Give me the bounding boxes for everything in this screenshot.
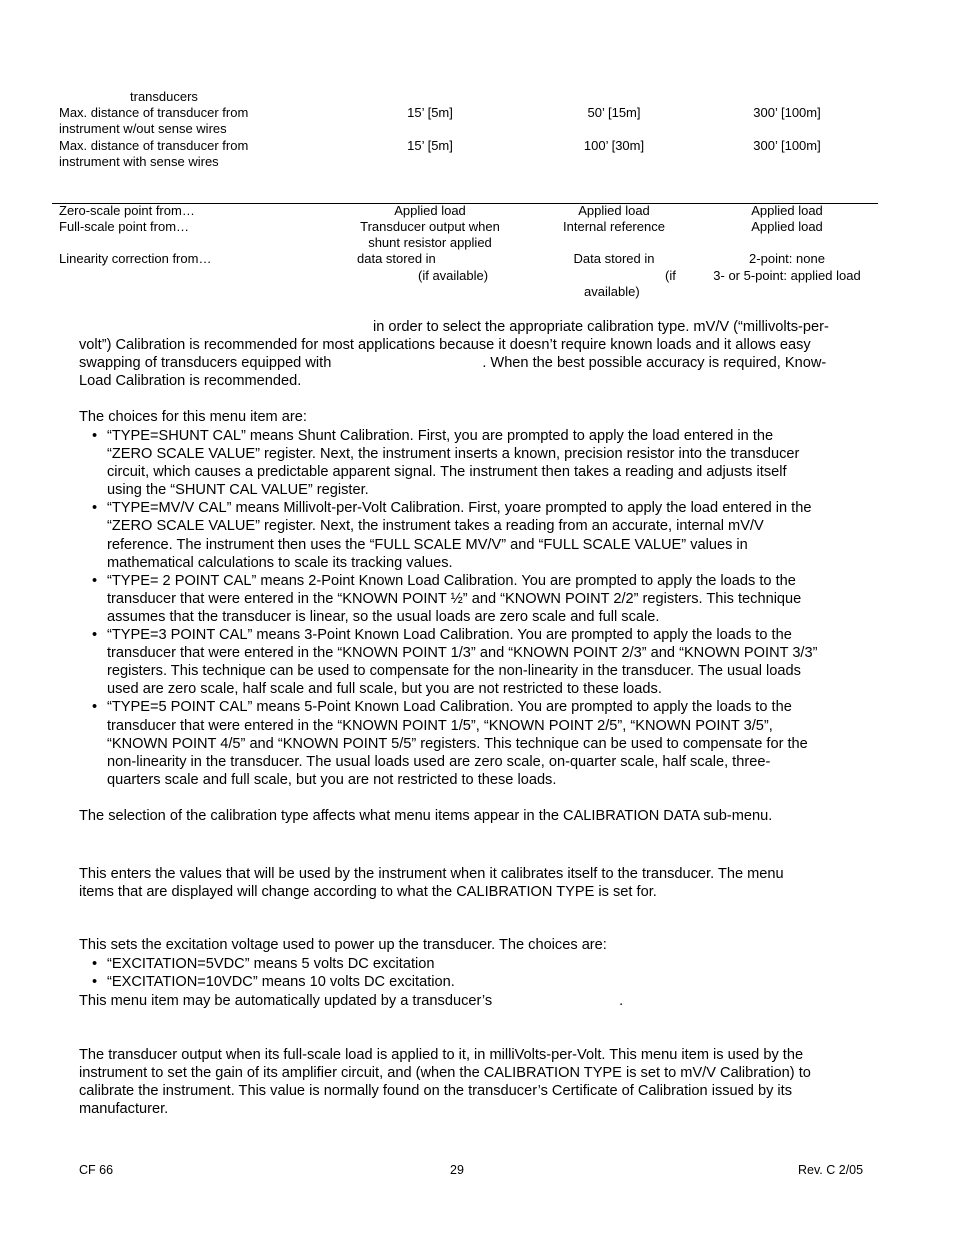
text-line: This enters the values that will be used by the instrument when it calibrates itself to the transducer. The menu — [79, 866, 784, 882]
choices-intro: The choices for this menu item are: — [79, 409, 307, 425]
table-cell: 15’ [5m] — [407, 105, 453, 120]
row-label-line: Max. distance of transducer from — [59, 105, 249, 120]
text-line: manufacturer. — [79, 1101, 169, 1118]
table-cell: Applied load — [394, 203, 466, 218]
table-cell: Applied load — [751, 203, 823, 218]
text-line: using the “SHUNT CAL VALUE” register. — [107, 482, 369, 499]
text-line: • “TYPE= 2 POINT CAL” means 2-Point Known Load Calibration. You are prompted to apply the loads to the — [107, 572, 796, 589]
row-label-line: instrument with sense wires — [59, 154, 219, 169]
text-line: • “TYPE=3 POINT CAL” means 3-Point Known Load Calibration. You are prompted to apply the loads to the — [107, 627, 792, 644]
table-cell: Internal reference — [563, 219, 665, 234]
row-label-line: Max. distance of transducer from — [59, 138, 249, 153]
text-span: This menu item may be automatically updated by a transducer’s — [79, 993, 493, 1009]
text-line: reference. The instrument then uses the “FULL SCALE MV/V” and “FULL SCALE VALUE” values in — [107, 536, 748, 553]
calibration-data-paragraph — [79, 865, 879, 901]
row-label: Zero-scale point from… — [59, 203, 195, 218]
text-line: The transducer output when its full-scale load is applied to it, in milliVolts-per-Volt. This menu item is used by the — [79, 1047, 804, 1063]
list-item — [90, 698, 870, 788]
list-item — [90, 572, 870, 626]
table-cell: 300’ [100m] — [753, 138, 821, 153]
excitation-intro: This sets the excitation voltage used to power up the transducer. The choices are: — [79, 937, 607, 953]
text-line: • “TYPE=SHUNT CAL” means Shunt Calibration. First, you are prompted to apply the load entered in the — [107, 428, 774, 444]
calibration-type-intro — [79, 318, 879, 390]
table-cell: 300’ [100m] — [753, 105, 821, 120]
text-span: . — [619, 993, 624, 1009]
text-line: non-linearity in the transducer. The usual loads used are zero scale, on-quarter scale, half scale, three- — [107, 753, 771, 770]
text-line: calibrate the instrument. This value is normally found on the transducer’s Certificate of Calibration issued by its — [79, 1083, 793, 1100]
list-item — [90, 427, 870, 499]
text-line: instrument to set the gain of its amplifier circuit, and (when the CALIBRATION TYPE is set to mV/V Calibration) to — [79, 1065, 811, 1082]
list-item: • “EXCITATION=10VDC” means 10 volts DC excitation. — [90, 973, 870, 991]
footer-revision: Rev. C 2/05 — [798, 1163, 864, 1177]
text-line: assumes that the transducer is linear, so the usual loads are zero scale and full scale. — [107, 608, 660, 625]
text-line: transducer that were entered in the “KNOWN POINT 1/3” and “KNOWN POINT 2/3” and “KNOWN POINT 3/3” — [107, 645, 818, 662]
table-cell: 50’ [15m] — [587, 105, 641, 120]
table-cell: Applied load — [751, 219, 823, 234]
text-span: swapping of transducers equipped with — [79, 355, 332, 372]
table-cell: 100’ [30m] — [583, 138, 645, 153]
text-line: “ZERO SCALE VALUE” register. Next, the instrument inserts a known, precision resistor into the transducer — [107, 446, 800, 463]
list-item — [90, 499, 870, 571]
table-cell: Transducer output when — [360, 219, 500, 234]
excitation-note — [79, 992, 879, 1010]
text-line: items that are displayed will change according to what the CALIBRATION TYPE is set for. — [79, 884, 657, 901]
page-number: 29 — [450, 1163, 464, 1177]
calibration-type-choices — [90, 427, 870, 789]
table-cell: 3- or 5-point: applied load — [713, 268, 861, 283]
text-span: . When the best possible accuracy is required, Know- — [482, 355, 827, 372]
calibration-type-closing: The selection of the calibration type affects what menu items appear in the CALIBRATION DATA sub-menu. — [79, 808, 773, 824]
text-line: Load Calibration is recommended. — [79, 373, 302, 390]
row-label: Full-scale point from… — [59, 219, 190, 234]
table-cell: (if available) — [418, 268, 489, 283]
text-line: transducer that were entered in the “KNOWN POINT 1/5”, “KNOWN POINT 2/5”, “KNOWN POINT 3/5”, — [107, 717, 773, 734]
table-cell: 15’ [5m] — [407, 138, 453, 153]
text-line: in order to select the appropriate calibration type. mV/V (“millivolts-per- — [373, 319, 829, 335]
text-line: volt”) Calibration is recommended for most applications because it doesn’t require known loads and it allows easy — [79, 337, 811, 354]
table-cell: data stored in — [357, 251, 436, 266]
excitation-choices — [90, 955, 870, 991]
text-line: • “TYPE=5 POINT CAL” means 5-Point Known Load Calibration. You are prompted to apply the loads to the — [107, 699, 792, 716]
table1-continued-label: transducers — [130, 89, 198, 104]
table-cell: shunt resistor applied — [368, 235, 492, 250]
full-scale-paragraph — [79, 1046, 879, 1118]
table-cell: (if — [665, 268, 676, 283]
table-cell: 2-point: none — [749, 251, 825, 266]
text-line — [79, 354, 879, 372]
table-cell: available) — [584, 284, 640, 299]
text-line: “ZERO SCALE VALUE” register. Next, the instrument takes a reading from an accurate, internal mV/V — [107, 518, 764, 535]
text-line: • “TYPE=MV/V CAL” means Millivolt-per-Volt Calibration. First, yoare prompted to apply the load entered in the — [107, 500, 812, 517]
list-item: • “EXCITATION=5VDC” means 5 volts DC excitation — [90, 955, 870, 973]
text-line: transducer that were entered in the “KNOWN POINT ½” and “KNOWN POINT 2/2” registers. This technique — [107, 590, 802, 607]
text-line: quarters scale and full scale, but you are not restricted to these loads. — [107, 771, 557, 788]
text-line: registers. This technique can be used to compensate for the non-linearity in the transducer. The usual loads — [107, 663, 801, 680]
row-label-line: instrument w/out sense wires — [59, 121, 227, 136]
list-item — [90, 626, 870, 698]
footer-doc-id: CF 66 — [79, 1163, 114, 1177]
text-line: used are zero scale, half scale and full scale, but you are not restricted to these loads. — [107, 681, 662, 698]
text-line: mathematical calculations to scale its tracking values. — [107, 554, 453, 571]
row-label: Linearity correction from… — [59, 251, 212, 266]
table-cell: Data stored in — [573, 251, 655, 266]
text-line: circuit, which causes a predictable apparent signal. The instrument then takes a reading and adjusts itself — [107, 464, 787, 481]
text-line: “KNOWN POINT 4/5” and “KNOWN POINT 5/5” registers. This technique can be used to compensate for the — [107, 735, 808, 752]
table-cell: Applied load — [578, 203, 650, 218]
